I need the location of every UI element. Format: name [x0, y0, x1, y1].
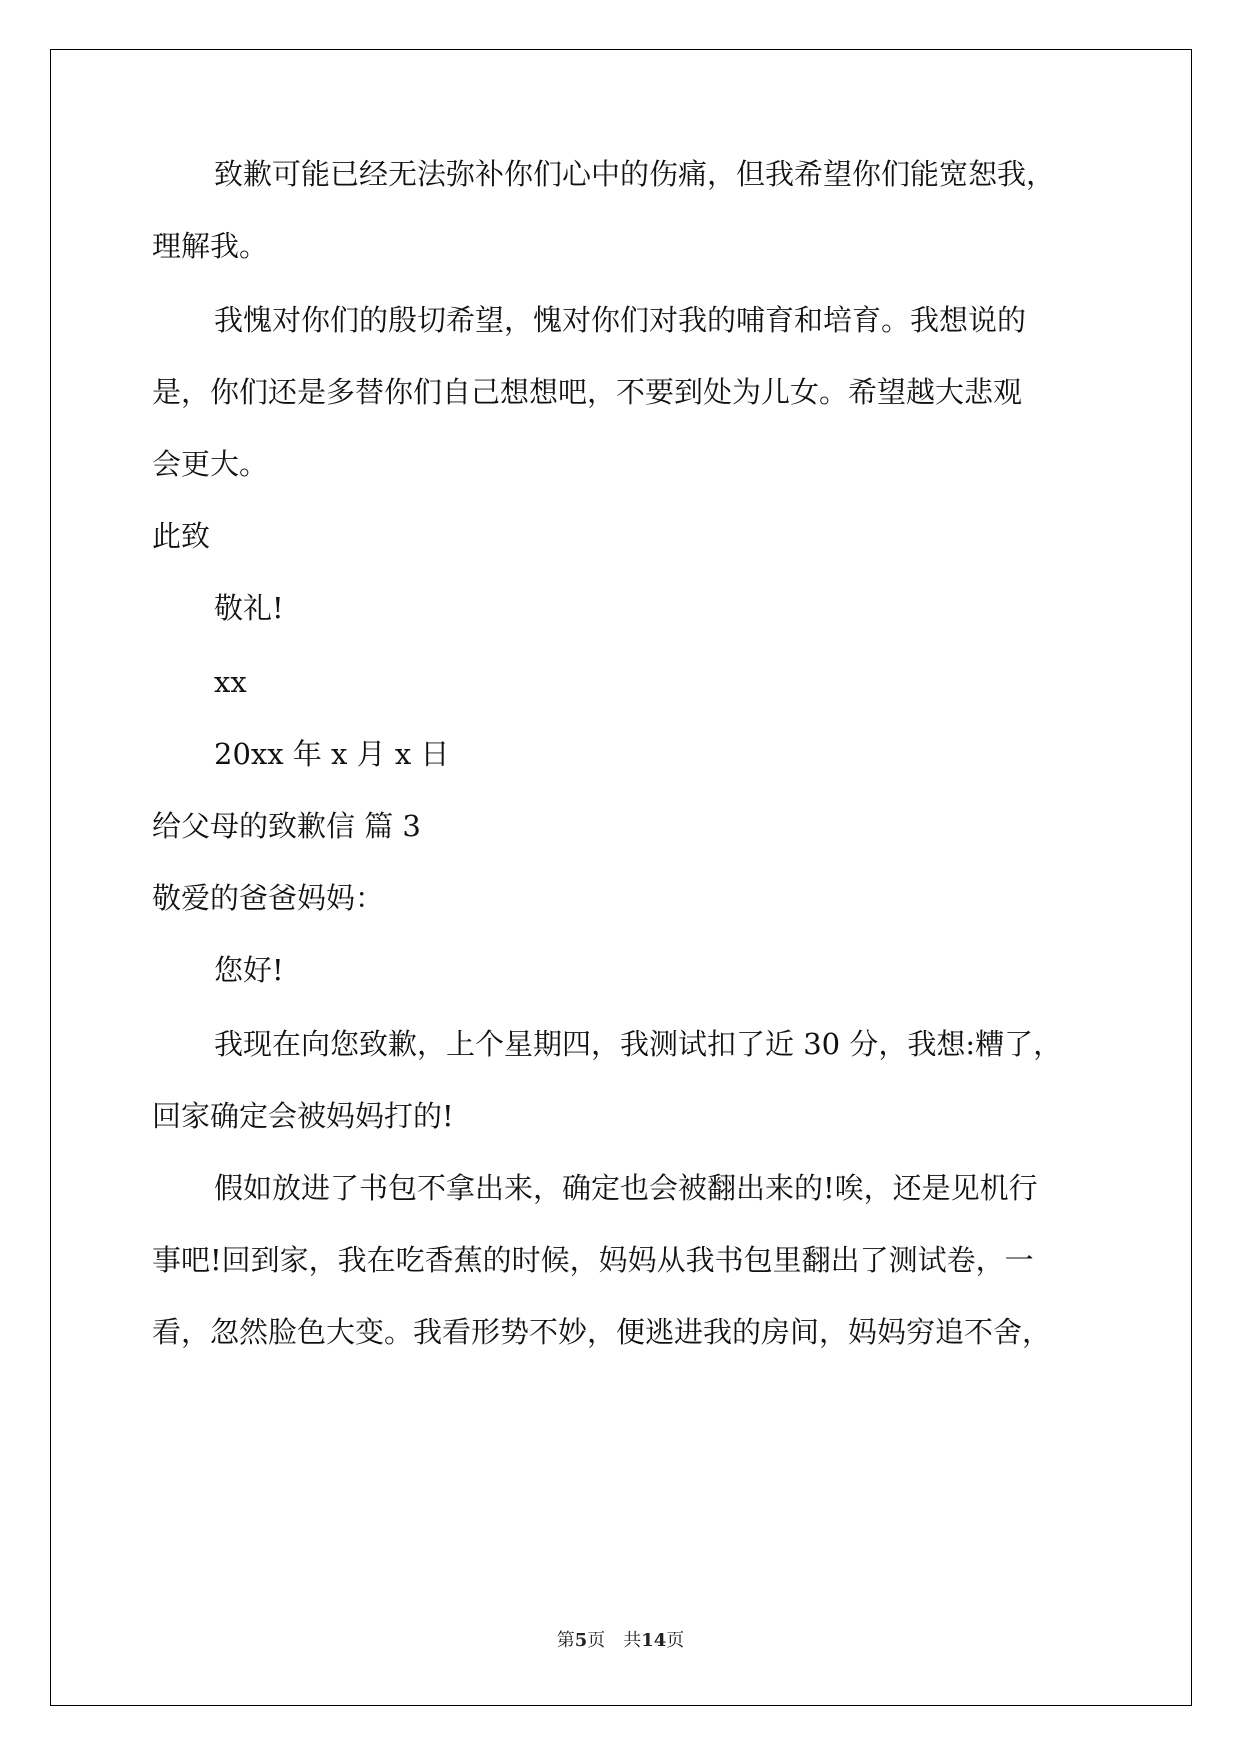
- text-line: 我愧对你们的殷切希望，愧对你们对我的哺育和培育。我想说的: [214, 303, 1027, 337]
- page-footer: [0, 1626, 1241, 1652]
- text-line: 我现在向您致歉，上个星期四，我测试扣了近 30 分，我想:糟了，: [214, 1027, 1063, 1061]
- text-line: 看，忽然脸色大变。我看形势不妙，便逃进我的房间，妈妈穷追不舍，: [152, 1315, 1052, 1349]
- text-line: 回家确定会被妈妈打的!: [152, 1099, 454, 1133]
- text-line: 是，你们还是多替你们自己想想吧，不要到处为儿女。希望越大悲观: [152, 375, 1023, 409]
- section-heading: 给父母的致歉信 篇 3: [152, 809, 421, 843]
- text-line: 假如放进了书包不拿出来，确定也会被翻出来的!唉，还是见机行: [214, 1171, 1038, 1205]
- date-line: 20xx 年 x 月 x 日: [214, 737, 450, 771]
- text-line: 致歉可能已经无法弥补你们心中的伤痛，但我希望你们能宽恕我，: [214, 157, 1056, 191]
- footer-suffix: 页: [666, 1630, 685, 1651]
- greeting: 敬爱的爸爸妈妈：: [152, 881, 385, 915]
- total-pages-number: 14: [641, 1630, 667, 1651]
- text-line: 会更大。: [152, 447, 269, 481]
- greeting-hello: 您好!: [214, 953, 284, 987]
- text-line: 事吧!回到家，我在吃香蕉的时候，妈妈从我书包里翻出了测试卷，一: [152, 1243, 1034, 1277]
- footer-prefix: 第: [556, 1630, 575, 1651]
- current-page-number: 5: [574, 1630, 588, 1651]
- text-line: 理解我。: [152, 229, 269, 263]
- closing-salutation: 此致: [152, 519, 211, 553]
- page-frame: [50, 49, 1192, 1706]
- closing-regards: 敬礼!: [214, 591, 284, 625]
- footer-mid: 页 共: [587, 1630, 642, 1651]
- signature: xx: [214, 665, 247, 699]
